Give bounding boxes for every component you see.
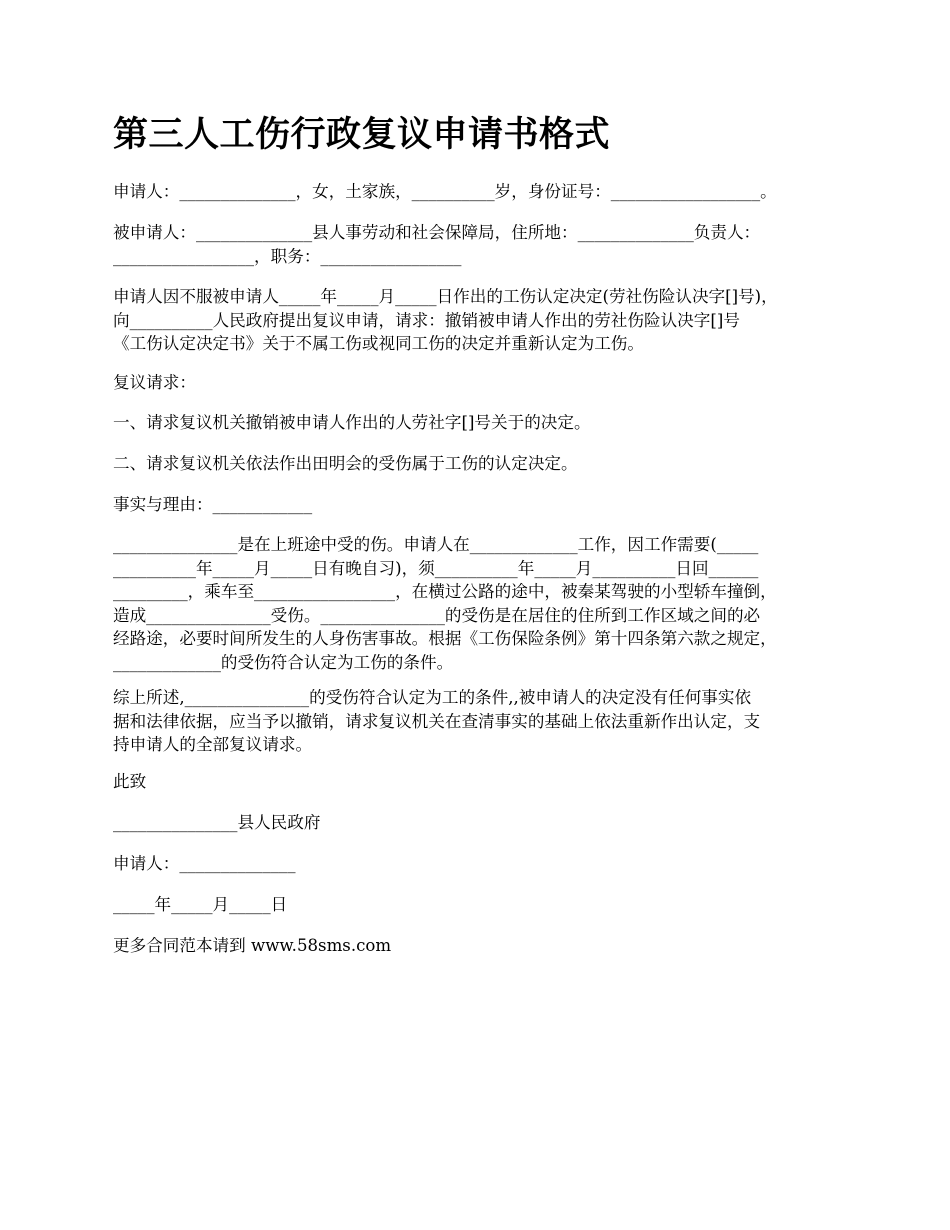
request-item-1	[113, 411, 848, 435]
footer-line	[113, 934, 848, 958]
facts-paragraph	[113, 533, 848, 674]
requests-heading	[113, 371, 848, 395]
text-line: 据和法律依据，应当予以撤销，请求复议机关在查清事实的基础上依法重新作出认定，支	[113, 711, 761, 731]
applicant-paragraph	[113, 180, 848, 204]
conclusion-paragraph	[113, 686, 848, 757]
recipient-line	[113, 811, 848, 835]
request-item-2	[113, 452, 848, 476]
signature-line	[113, 852, 848, 876]
text-line: _______________是在上班途中受的伤。申请人在_____________工作，因工作需要(_____	[113, 535, 759, 554]
background-paragraph	[113, 285, 848, 356]
text-line: _____年_____月_____日	[113, 895, 288, 914]
text-line: 一、请求复议机关撤销被申请人作出的人劳社字[]号关于的决定。	[113, 413, 591, 432]
text-line: 综上所述,_______________的受伤符合认定为工的条件,,被申请人的决定没有任何事实依	[113, 688, 752, 707]
text-line: 经路途，必要时间所发生的人身伤害事故。根据《工伤保险条例》第十四条第六款之规定，	[113, 629, 777, 648]
text-line: _____________的受伤符合认定为工伤的条件。	[113, 652, 454, 672]
text-line: 申请人：______________	[113, 854, 296, 873]
text-line: _________________，职务：_________________	[113, 246, 462, 266]
text-line: 造成_______________受伤。_______________的受伤是在居住的住所到工作区域之间的必	[113, 605, 761, 625]
text-line: 申请人：______________，女，土家族，__________岁，身份证号：__________________。	[113, 182, 777, 201]
text-line: 此致	[113, 772, 147, 791]
document-title: 第三人工伤行政复议申请书格式	[113, 114, 611, 155]
salutation	[113, 770, 848, 794]
text-line: __________年_____月_____日有晚自习)，须__________年_____月__________日回______	[113, 558, 759, 578]
text-line: 事实与理由：____________	[113, 495, 313, 514]
text-line: 被申请人：______________县人事劳动和社会保障局，住所地：______________负责人：	[113, 223, 761, 242]
facts-heading	[113, 493, 848, 517]
text-line: _________，乘车至_________________，在横过公路的途中，被秦某驾驶的小型轿车撞倒，	[113, 582, 777, 601]
text-line: 更多合同范本请到 www.58sms.com	[113, 936, 392, 955]
text-line: 复议请求：	[113, 373, 196, 392]
respondent-paragraph	[113, 221, 848, 268]
text-line: 持申请人的全部复议请求。	[113, 735, 313, 754]
date-line	[113, 893, 848, 917]
text-line: 《工伤认定决定书》关于不属工伤或视同工伤的决定并重新认定为工伤。	[113, 334, 644, 353]
text-line: 二、请求复议机关依法作出田明会的受伤属于工伤的认定决定。	[113, 454, 578, 473]
text-line: 向__________人民政府提出复议申请，请求：撤销被申请人作出的劳社伤险认决字[]号	[113, 310, 740, 330]
text-line: _______________县人民政府	[113, 813, 321, 832]
text-line: 申请人因不服被申请人_____年_____月_____日作出的工伤认定决定(劳社伤险认决字[]号)，	[113, 287, 778, 306]
